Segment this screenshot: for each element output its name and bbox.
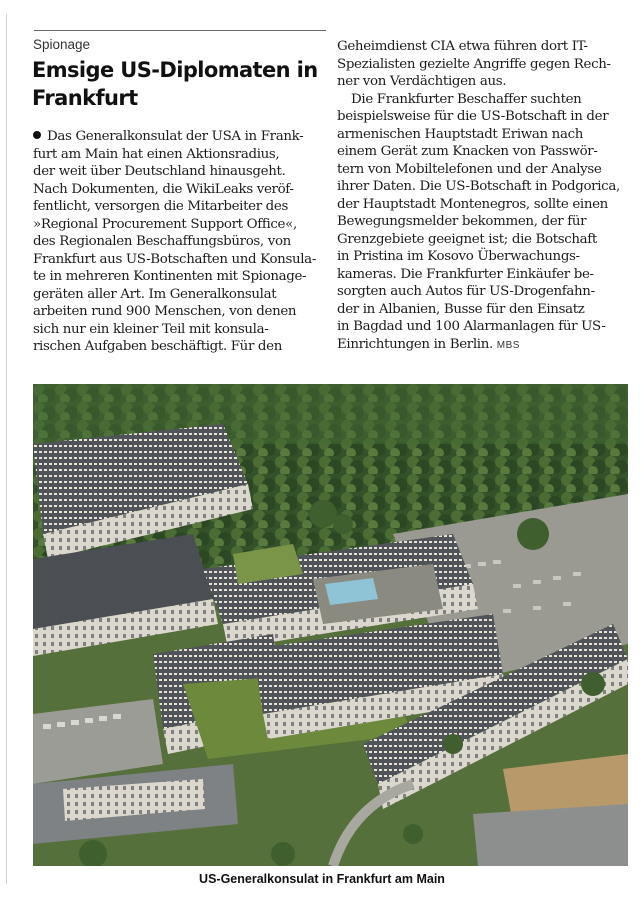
col2-line: einem Gerät zum Knacken von Passwör- (337, 144, 598, 159)
col1-line: furt am Main hat einen Aktionsradius, (33, 146, 280, 162)
col1-line: Nach Dokumenten, die WikiLeaks veröf- (33, 181, 294, 197)
article-headline (32, 56, 332, 112)
col2-line: in Pristina im Kosovo Überwachungs- (337, 249, 580, 264)
article-column-1 (33, 128, 333, 356)
col1-line: te in mehreren Kontinenten mit Spionage- (33, 269, 307, 284)
author-signature: MBS (496, 339, 520, 351)
col2-line: sorgten auch Autos für US-Drogenfahn- (337, 284, 595, 299)
kicker-rule (34, 30, 326, 31)
photo-caption: US-Generalkonsulat in Frankfurt am Main (199, 872, 445, 886)
page-edge-rule (6, 14, 7, 884)
article-column-2 (337, 38, 633, 353)
col2-line: Einrichtungen in Berlin. MBS (337, 336, 520, 352)
col2-line: der in Albanien, Busse für den Einsatz (337, 301, 585, 317)
col2-line: beispielsweise für die US-Botschaft in der (337, 109, 609, 124)
col2-line: Die Frankfurter Beschaffer suchten (351, 91, 582, 107)
col1-line: geräten aller Art. Im Generalkonsulat (33, 286, 277, 302)
col2-line: der Hauptstadt Montenegros, sollte einen (337, 196, 608, 212)
col2-line: armenischen Hauptstadt Eriwan nach (337, 126, 584, 142)
col2-line: Bewegungsmelder bekommen, der für (337, 214, 587, 229)
aerial-photo-drawing (33, 384, 628, 866)
col1-line: arbeiten rund 900 Menschen, von denen (33, 304, 297, 319)
col2-line: Spezialisten gezielte Angriffe gegen Rech- (337, 56, 611, 72)
col2-line: kameras. Die Frankfurter Einkäufer be- (337, 266, 594, 282)
col1-line: Das Generalkonsulat der USA in Frank- (33, 128, 333, 146)
col1-line: sich nur ein kleiner Teil mit konsula- (33, 321, 269, 337)
headline-line-2: Frankfurt (32, 86, 138, 110)
col1-line: fentlicht, versorgen die Mitarbeiter des (33, 199, 288, 214)
col2-line: ihrer Daten. Die US-Botschaft in Podgorica, (337, 179, 620, 194)
col2-line: Geheimdienst CIA etwa führen dort IT- (337, 39, 588, 54)
col1-line: »Regional Procurement Support Office«, (33, 216, 297, 232)
headline-line-1: Emsige US-Diplomaten in (32, 58, 318, 82)
col2-line: in Bagdad und 100 Alarmanlagen für US- (337, 319, 606, 334)
col1-line: der weit über Deutschland hinausgeht. (33, 164, 286, 179)
col2-line: ner von Verdächtigen aus. (337, 74, 507, 89)
aerial-photo-consulate (33, 384, 628, 866)
col1-line: Frankfurt aus US-Botschaften und Konsula- (33, 251, 316, 267)
bullet-icon (33, 131, 41, 139)
col2-line: tern von Mobiltelefonen und der Analyse (337, 161, 602, 177)
article-kicker: Spionage (33, 37, 91, 52)
col1-line: rischen Aufgaben beschäftigt. Für den (33, 339, 282, 354)
col2-line: Grenzgebiete geeignet ist; die Botschaft (337, 231, 597, 247)
col1-line: des Regionalen Beschaffungsbüros, von (33, 234, 291, 249)
